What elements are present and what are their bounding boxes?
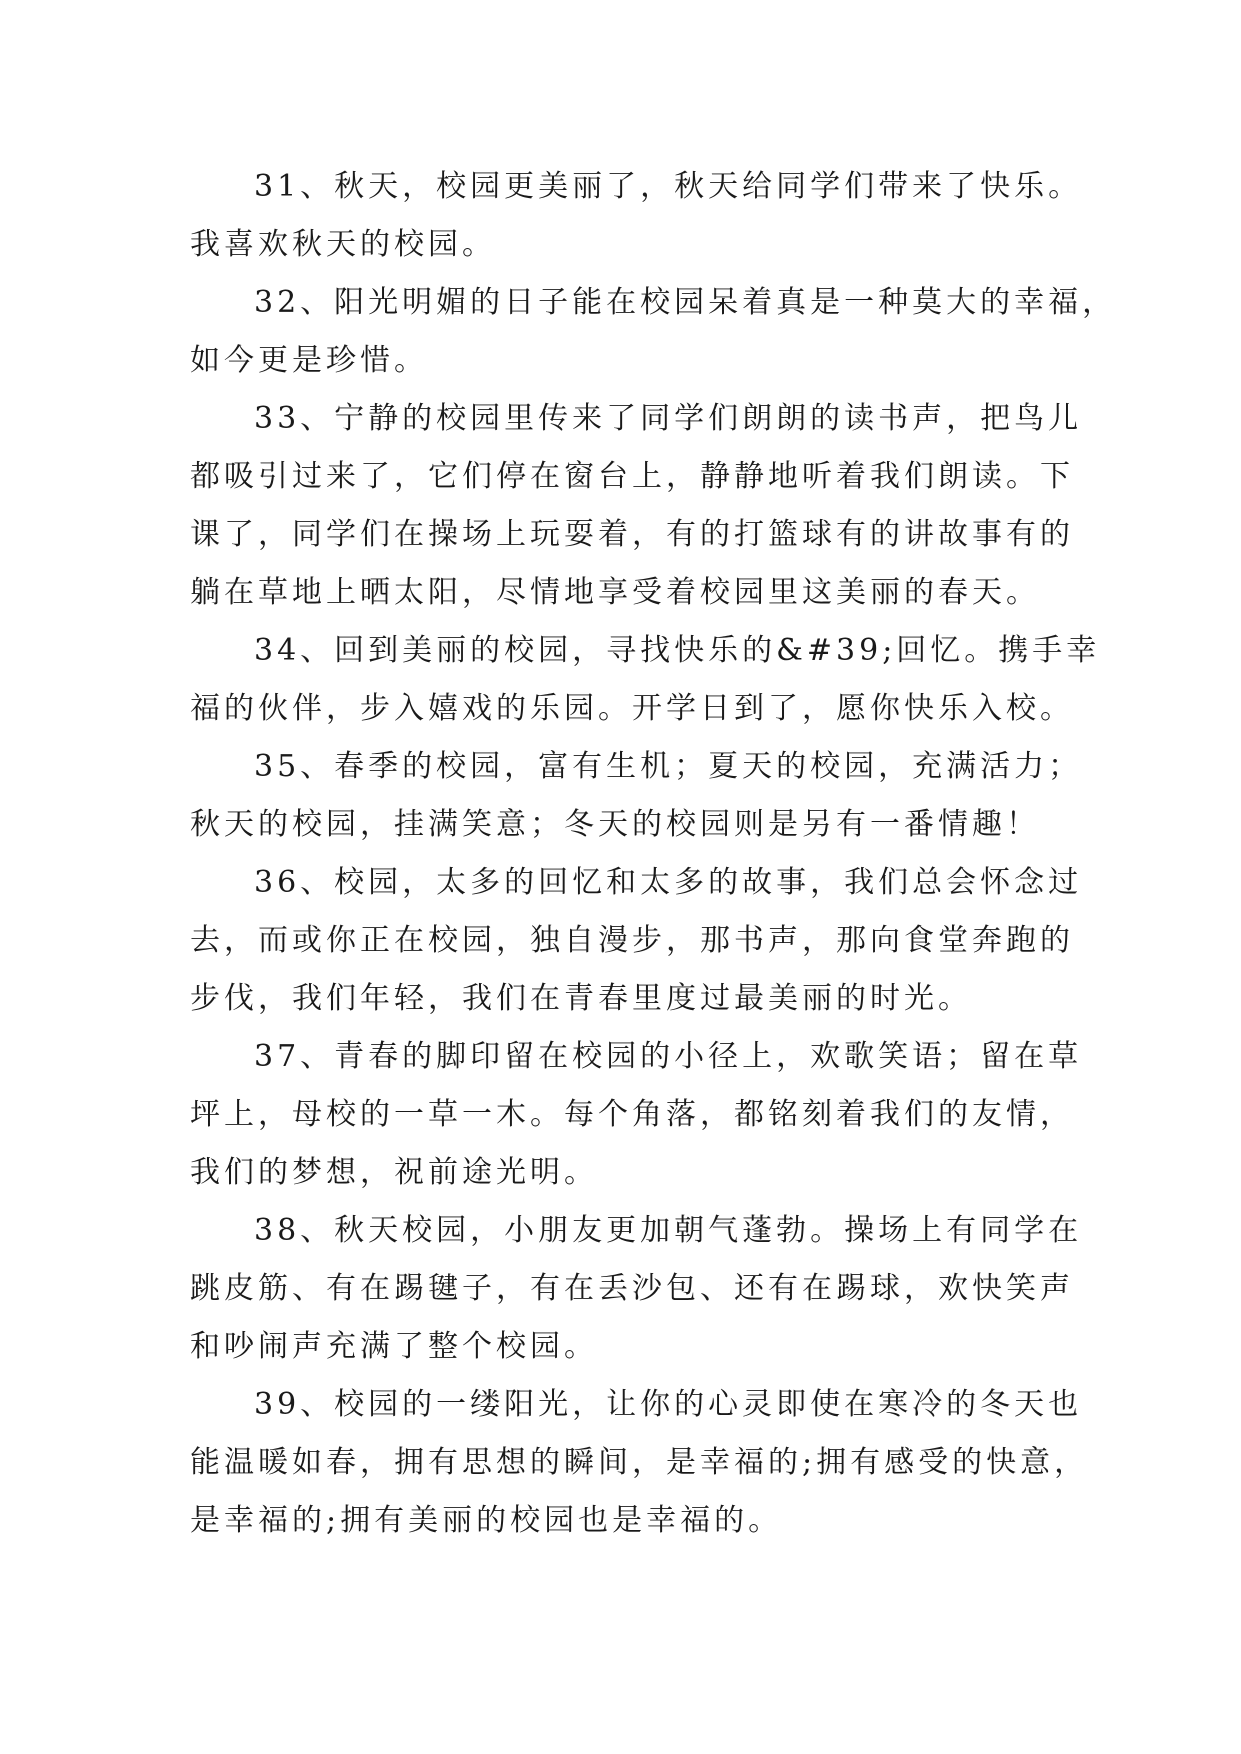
paragraph-line: 能温暖如春，拥有思想的瞬间，是幸福的;拥有感受的快意， — [190, 1445, 1089, 1480]
paragraph-line: 课了，同学们在操场上玩耍着，有的打篮球有的讲故事有的 — [190, 517, 1074, 552]
paragraph-line: 39、校园的一缕阳光，让你的心灵即使在寒冷的冬天也 — [254, 1387, 1083, 1422]
paragraph-line: 去，而或你正在校园，独自漫步，那书声，那向食堂奔跑的 — [190, 923, 1074, 958]
paragraph-line: 都吸引过来了，它们停在窗台上，静静地听着我们朗读。下 — [190, 459, 1074, 494]
paragraph-35 — [190, 738, 1090, 854]
paragraph-line: 35、春季的校园，富有生机；夏天的校园，充满活力； — [254, 749, 1083, 784]
paragraph-line: 36、校园，太多的回忆和太多的故事，我们总会怀念过 — [254, 865, 1083, 900]
paragraph-line: 秋天的校园，挂满笑意；冬天的校园则是另有一番情趣！ — [190, 807, 1040, 842]
paragraph-line: 如今更是珍惜。 — [190, 343, 428, 378]
paragraph-line: 福的伙伴，步入嬉戏的乐园。开学日到了，愿你快乐入校。 — [190, 691, 1074, 726]
paragraph-33 — [190, 390, 1090, 622]
paragraph-39 — [190, 1376, 1090, 1550]
paragraph-37 — [190, 1028, 1090, 1202]
paragraph-line: 躺在草地上晒太阳，尽情地享受着校园里这美丽的春天。 — [190, 575, 1040, 610]
paragraph-line: 我喜欢秋天的校园。 — [190, 227, 496, 262]
paragraph-line: 32、阳光明媚的日子能在校园呆着真是一种莫大的幸福， — [254, 285, 1117, 320]
paragraph-line: 步伐，我们年轻，我们在青春里度过最美丽的时光。 — [190, 981, 972, 1016]
paragraph-line: 我们的梦想，祝前途光明。 — [190, 1155, 598, 1190]
paragraph-line: 33、宁静的校园里传来了同学们朗朗的读书声，把鸟儿 — [254, 401, 1083, 436]
paragraph-line: 坪上，母校的一草一木。每个角落，都铭刻着我们的友情， — [190, 1097, 1074, 1132]
paragraph-line: 31、秋天，校园更美丽了，秋天给同学们带来了快乐。 — [254, 169, 1083, 204]
paragraph-31 — [190, 158, 1090, 274]
document-body — [190, 158, 1117, 1550]
paragraph-38 — [190, 1202, 1090, 1376]
paragraph-line: 37、青春的脚印留在校园的小径上，欢歌笑语；留在草 — [254, 1039, 1083, 1074]
paragraph-line: 38、秋天校园，小朋友更加朝气蓬勃。操场上有同学在 — [254, 1213, 1083, 1248]
paragraph-line: 34、回到美丽的校园，寻找快乐的&#39;回忆。携手幸 — [254, 633, 1101, 668]
paragraph-32 — [190, 274, 1117, 390]
paragraph-line: 是幸福的;拥有美丽的校园也是幸福的。 — [190, 1503, 783, 1538]
paragraph-line: 跳皮筋、有在踢毽子，有在丢沙包、还有在踢球，欢快笑声 — [190, 1271, 1074, 1306]
paragraph-36 — [190, 854, 1090, 1028]
paragraph-line: 和吵闹声充满了整个校园。 — [190, 1329, 598, 1364]
paragraph-34 — [190, 622, 1101, 738]
